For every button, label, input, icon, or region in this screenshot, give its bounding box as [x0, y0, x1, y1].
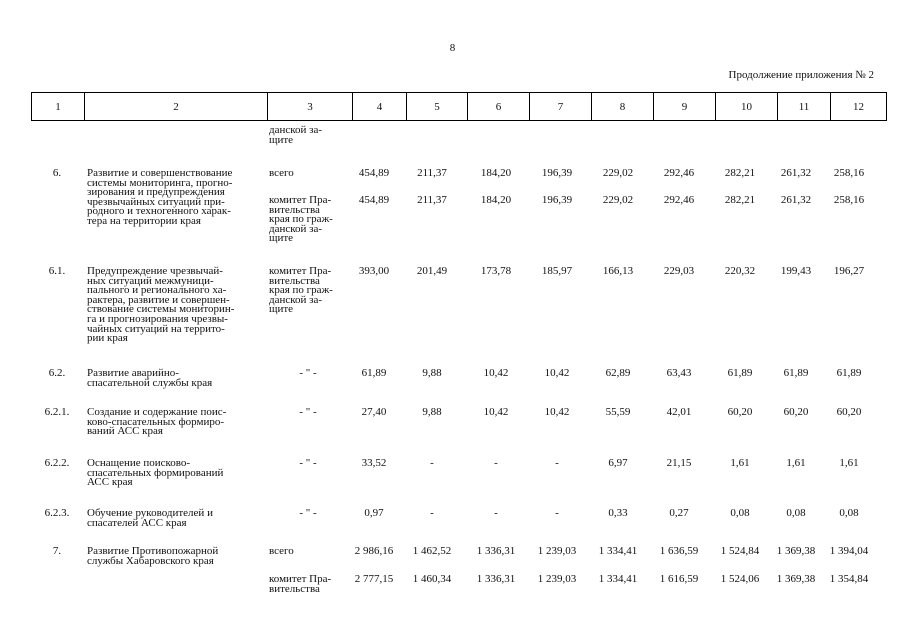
row-value: 10,42	[544, 367, 570, 379]
continuation-label: Продолжение приложения № 2	[728, 69, 874, 81]
row-value: 1 239,03	[537, 545, 577, 557]
row-name: Оснащение поисково- спасательных формирований АСС края	[87, 457, 224, 489]
row-value: 1 524,06	[720, 573, 760, 585]
row-value: 229,02	[602, 194, 634, 206]
row-value: 1 336,31	[476, 545, 516, 557]
column-header: 7	[530, 93, 592, 121]
row-value: 1 334,41	[598, 545, 638, 557]
row-executor: комитет Пра- вительства	[269, 573, 332, 595]
row-value: 292,46	[663, 194, 695, 206]
row-value: 61,89	[361, 367, 387, 379]
row-value: 1 462,52	[412, 545, 452, 557]
row-value: 0,97	[364, 507, 384, 519]
column-header: 4	[353, 93, 407, 121]
row-value: 0,33	[608, 507, 628, 519]
column-header: 10	[716, 93, 778, 121]
row-executor: всего	[269, 167, 294, 179]
row-executor: всего	[269, 545, 294, 557]
row-value: 1 334,41	[598, 573, 638, 585]
row-value: 229,03	[663, 265, 695, 277]
row-number: 6.1.	[48, 265, 66, 277]
row-value: -	[430, 507, 434, 519]
row-value: 63,43	[666, 367, 692, 379]
row-number: 6.2.	[48, 367, 66, 379]
column-header: 11	[778, 93, 831, 121]
row-value: 1 636,59	[659, 545, 699, 557]
row-name: Развитие Противопожарной службы Хабаровского края	[87, 545, 219, 567]
row-value: 0,27	[669, 507, 689, 519]
row-name: Развитие аварийно- спасательной службы края	[87, 367, 213, 389]
column-header: 5	[407, 93, 468, 121]
row-value: 196,27	[833, 265, 865, 277]
row-value: 61,89	[783, 367, 809, 379]
row-value: 196,39	[541, 167, 573, 179]
row-value: 2 777,15	[354, 573, 394, 585]
row-value: 211,37	[417, 194, 447, 206]
row-value: 1 354,84	[829, 573, 869, 585]
row-value: 1,61	[839, 457, 859, 469]
page-number: 8	[449, 42, 456, 54]
row-executor: - " -	[299, 406, 317, 418]
row-number: 7.	[52, 545, 62, 557]
column-header: 6	[468, 93, 530, 121]
row-value: 61,89	[836, 367, 862, 379]
row-value: -	[430, 457, 434, 469]
row-value: 282,21	[724, 167, 756, 179]
row-value: 166,13	[602, 265, 634, 277]
row-name: Обучение руководителей и спасателей АСС края	[87, 507, 213, 529]
row-value: 10,42	[483, 406, 509, 418]
row-value: 261,32	[780, 167, 812, 179]
row-value: 33,52	[361, 457, 387, 469]
row-value: 1 239,03	[537, 573, 577, 585]
row-value: -	[494, 507, 498, 519]
row-value: 0,08	[786, 507, 806, 519]
row-executor: комитет Пра- вительства края по граж- данской за- щите	[269, 265, 333, 316]
row-value: 9,88	[422, 367, 442, 379]
row-value: 184,20	[480, 194, 512, 206]
row-value: 258,16	[833, 194, 865, 206]
row-value: 2 986,16	[354, 545, 394, 557]
row-value: 10,42	[544, 406, 570, 418]
row-value: 185,97	[541, 265, 573, 277]
row-value: 196,39	[541, 194, 573, 206]
row-number: 6.2.1.	[44, 406, 70, 418]
row-value: 1 616,59	[659, 573, 699, 585]
column-header: 12	[831, 93, 887, 121]
row-value: 393,00	[358, 265, 390, 277]
row-value: 0,08	[839, 507, 859, 519]
row-value: 1 394,04	[829, 545, 869, 557]
row-value: 1 460,34	[412, 573, 452, 585]
row-value: 60,20	[836, 406, 862, 418]
row-value: 6,97	[608, 457, 628, 469]
row-executor: данской за- щите	[269, 124, 323, 146]
column-header: 8	[592, 93, 654, 121]
row-value: 27,40	[361, 406, 387, 418]
row-number: 6.	[52, 167, 62, 179]
row-name: Создание и содержание поис- ково-спасательных формиро- ваний АСС края	[87, 406, 227, 438]
row-value: 201,49	[416, 265, 448, 277]
row-name: Развитие и совершенствование системы мониторинга, прогно- зирования и предупреждения чрезвычайных ситуаций при- родного и техногенного харак- тера на территории края	[87, 167, 233, 227]
row-value: 258,16	[833, 167, 865, 179]
row-value: 42,01	[666, 406, 692, 418]
row-value: 261,32	[780, 194, 812, 206]
row-value: 1 369,38	[776, 545, 816, 557]
row-executor: - " -	[299, 367, 317, 379]
row-value: 1 369,38	[776, 573, 816, 585]
row-value: 454,89	[358, 167, 390, 179]
row-value: 199,43	[780, 265, 812, 277]
row-executor: - " -	[299, 457, 317, 469]
row-value: 10,42	[483, 367, 509, 379]
row-value: 21,15	[666, 457, 692, 469]
row-value: 9,88	[422, 406, 442, 418]
row-number: 6.2.3.	[44, 507, 70, 519]
row-value: 184,20	[480, 167, 512, 179]
row-value: 282,21	[724, 194, 756, 206]
row-value: 173,78	[480, 265, 512, 277]
row-number: 6.2.2.	[44, 457, 70, 469]
row-value: 220,32	[724, 265, 756, 277]
column-header: 2	[85, 93, 268, 121]
row-value: 1,61	[730, 457, 750, 469]
row-executor: - " -	[299, 507, 317, 519]
row-value: -	[555, 507, 559, 519]
column-header: 1	[32, 93, 85, 121]
row-value: 1 336,31	[476, 573, 516, 585]
row-name: Предупреждение чрезвычай- ных ситуаций межмуници- пального и регионального ха- рактера, развитие и совершен- ствование системы мониторин- га и прогнозирования чрезвы- чайных ситуаций на террито- рии края	[87, 265, 235, 345]
column-header: 3	[268, 93, 353, 121]
row-value: 1,61	[786, 457, 806, 469]
row-value: 60,20	[783, 406, 809, 418]
row-value: 60,20	[727, 406, 753, 418]
row-value: 61,89	[727, 367, 753, 379]
column-header: 9	[654, 93, 716, 121]
row-value: 1 524,84	[720, 545, 760, 557]
row-value: 454,89	[358, 194, 390, 206]
row-value: -	[555, 457, 559, 469]
row-value: -	[494, 457, 498, 469]
row-value: 62,89	[605, 367, 631, 379]
row-value: 292,46	[663, 167, 695, 179]
row-value: 211,37	[417, 167, 447, 179]
row-value: 229,02	[602, 167, 634, 179]
row-value: 55,59	[605, 406, 631, 418]
row-executor: комитет Пра- вительства края по граж- данской за- щите	[269, 194, 333, 245]
row-value: 0,08	[730, 507, 750, 519]
